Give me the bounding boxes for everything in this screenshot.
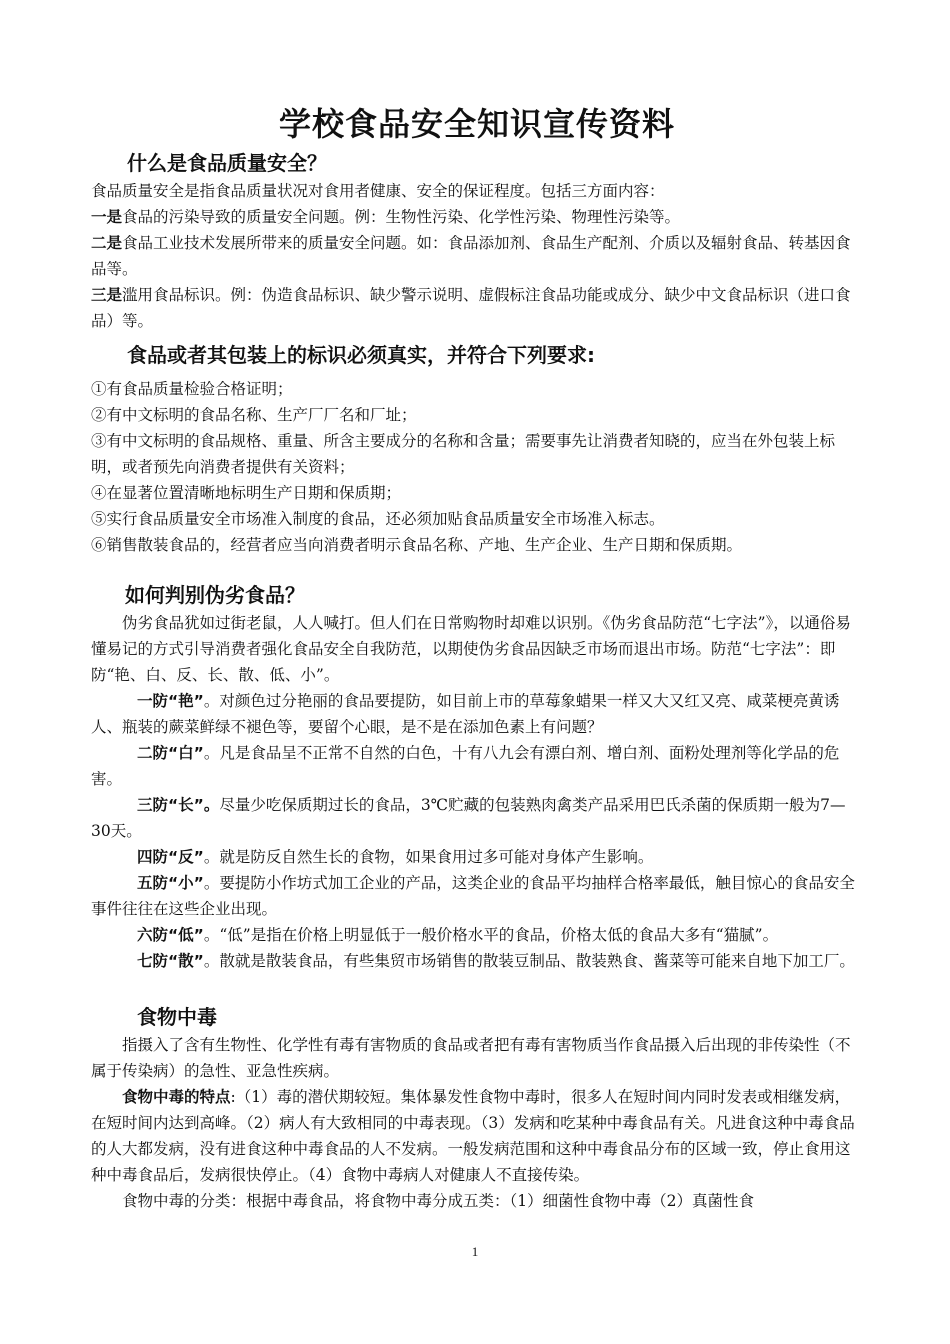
item-lead: 三是: [91, 286, 123, 304]
rule-text: 。对颜色过分艳丽的食品要提防，如目前上市的草莓象蜡果一样又大又红又亮、咸菜梗亮黄诱人、瓶装的蕨菜鲜绿不褪色等，要留个心眼，是不是在添加色素上有问题？: [91, 692, 840, 736]
rule-item-4: [91, 844, 863, 870]
features-lead: 食物中毒的特点: [122, 1088, 231, 1106]
paragraph-quality-item-2: [91, 230, 863, 282]
paragraph-fake-food-intro: 伪劣食品犹如过街老鼠，人人喊打。但人们在日常购物时却难以识别。《伪劣食品防范“七字法”》，以通俗易懂易记的方式引导消费者强化食品安全自我防范，以期使伪劣食品因缺乏市场而退出市场。防范“七字法”：即防“艳、白、反、长、散、低、小”。: [91, 614, 851, 684]
paragraph-poisoning-classification: 食物中毒的分类：根据中毒食品，将食物中毒分成五类：（1）细菌性食物中毒（2）真菌性食: [122, 1192, 754, 1210]
rule-text: 。凡是食品呈不正常不自然的白色，十有八九会有漂白剂、增白剂、面粉处理剂等化学品的危害。: [91, 744, 840, 788]
rule-lead: 一防“艳”: [137, 692, 204, 710]
requirement-item-5: ⑤实行食品质量安全市场准入制度的食品，还必须加贴食品质量安全市场准入标志。: [91, 510, 665, 528]
paragraph-quality-item-1: [91, 204, 863, 230]
item-text: 食品的污染导致的质量安全问题。例：生物性污染、化学性污染、物理性污染等。: [122, 208, 681, 226]
rule-item-2: [91, 740, 863, 792]
section-heading-fake-food: 如何判别伪劣食品？: [125, 583, 305, 607]
rule-item-3: [91, 792, 863, 844]
rule-text: 。散就是散装食品，有些集贸市场销售的散装豆制品、散装熟食、酱菜等可能来自地下加工厂。: [203, 952, 855, 970]
document-title: 学校食品安全知识宣传资料: [278, 105, 675, 143]
rule-text: 。要提防小作坊式加工企业的产品，这类企业的食品平均抽样合格率最低，触目惊心的食品安全事件往往在这些企业出现。: [91, 874, 855, 918]
rule-item-7: [91, 948, 863, 974]
requirement-item-6: ⑥销售散装食品的，经营者应当向消费者明示食品名称、产地、生产企业、生产日期和保质期。: [91, 536, 743, 554]
rule-text: 尽量少吃保质期过长的食品，3℃贮藏的包装熟肉禽类产品采用巴氏杀菌的保质期一般为7—30天。: [91, 796, 846, 840]
item-text: 滥用食品标识。例：伪造食品标识、缺少警示说明、虚假标注食品功能或成分、缺少中文食品标识（进口食品）等。: [91, 286, 851, 330]
rule-item-5: [91, 870, 863, 922]
paragraph-poisoning-definition: 指摄入了含有生物性、化学性有毒有害物质的食品或者把有毒有害物质当作食品摄入后出现的非传染性（不属于传染病）的急性、亚急性疾病。: [91, 1036, 851, 1080]
rule-lead: 五防“小”: [137, 874, 204, 892]
rule-lead: 六防“低”: [137, 926, 204, 944]
item-text: 食品工业技术发展所带来的质量安全问题。如：食品添加剂、食品生产配剂、介质以及辐射食品、转基因食品等。: [91, 234, 851, 278]
section-heading-label-requirements: 食品或者其包装上的标识必须真实，并符合下列要求:: [127, 343, 595, 367]
rule-lead: 四防“反”: [137, 848, 204, 866]
requirement-item-3: ③有中文标明的食品规格、重量、所含主要成分的名称和含量；需要事先让消费者知晓的，应当在外包装上标明，或者预先向消费者提供有关资料；: [91, 432, 836, 476]
requirement-item-2: ②有中文标明的食品名称、生产厂厂名和厂址；: [91, 406, 417, 424]
page-number: 1: [471, 1244, 479, 1259]
features-text: :（1）毒的潜伏期较短。集体暴发性食物中毒时，很多人在短时间内同时发表或相继发病，在短时间内达到高峰。（2）病人有大致相同的中毒表现。（3）发病和吃某种中毒食品有关。凡进食这种中毒食品的人大都发病，没有进食这种中毒食品的人不发病。一般发病范围和这种中毒食品分布的区域一致，停止食用这种中毒食品后，发病很快停止。（4）食物中毒病人对健康人不直接传染。: [91, 1088, 855, 1184]
item-lead: 二是: [91, 234, 123, 252]
rule-item-1: [91, 688, 863, 740]
rule-lead: 七防“散”: [137, 952, 204, 970]
paragraph-quality-item-3: [91, 282, 863, 334]
rule-text: 。就是防反自然生长的食物，如果食用过多可能对身体产生影响。: [203, 848, 654, 866]
paragraph-quality-intro: 食品质量安全是指食品质量状况对食用者健康、安全的保证程度。包括三方面内容：: [91, 182, 665, 200]
rule-text: 。“低”是指在价格上明显低于一般价格水平的食品，价格太低的食品大多有“猫腻”。: [203, 926, 779, 944]
rule-item-6: [91, 922, 863, 948]
section-heading-food-poisoning: 食物中毒: [137, 1005, 217, 1029]
requirement-item-4: ④在显著位置清晰地标明生产日期和保质期；: [91, 484, 402, 502]
paragraph-poisoning-features: [91, 1084, 863, 1188]
document-body: [91, 100, 863, 1214]
section-heading-quality-safety: 什么是食品质量安全？: [127, 151, 327, 175]
rule-lead: 三防“长”。: [137, 796, 220, 814]
requirement-item-1: ①有食品质量检验合格证明；: [91, 380, 293, 398]
rule-lead: 二防“白”: [137, 744, 204, 762]
item-lead: 一是: [91, 208, 123, 226]
